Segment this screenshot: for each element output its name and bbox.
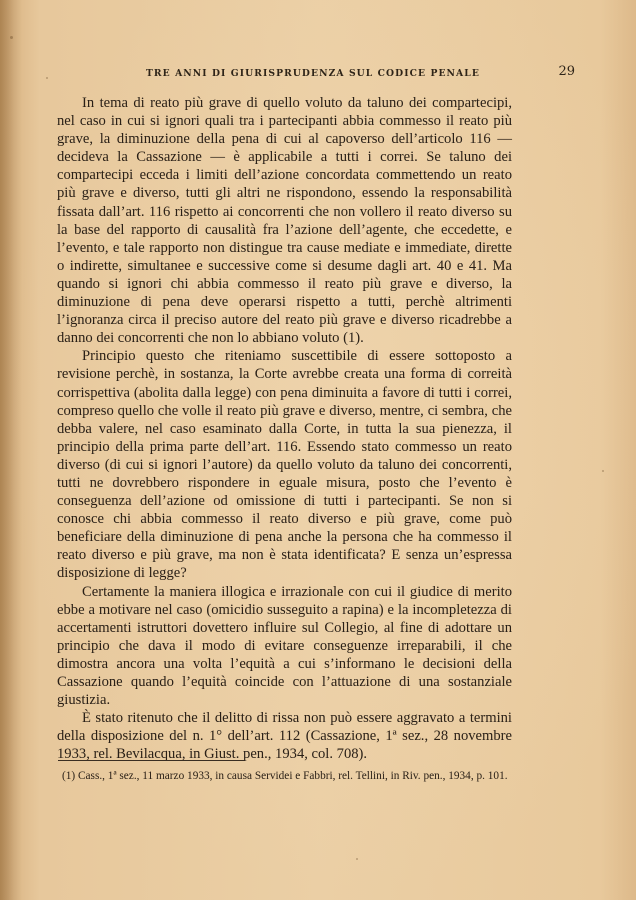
paper-spot [46,77,48,79]
paragraph-2: Principio questo che riteniamo suscettibile di essere sottoposto a revisione perchè, in sostanza, la Corte avrebbe creata una forma di correità corrispettiva (abolita dalla legge) con pena diminuita a favore di tutti i correi, compreso quello che volle il reato più grave e diverso, mentre, ci sembra, che debba valere, nel caso esaminato dalla Corte, in tutta la sua pienezza, il principio della prima parte dell’art. 116. Essendo stato commesso un reato diverso (di cui si ignori l’autore) da quello voluto da taluno dei concorrenti, tutti ne dovrebbero rispondere in eguale misura, posto che l’evento è conseguenza dell’azione od omissione di tutti i partecipanti. Se non si conosce chi abbia commesso il reato diverso e più grave, come può beneficiare della diminuzione di pena anche la persona che ha commesso il reato diverso e più grave, ma non è stata identificata? E senza un’espressa disposizione di legge? [57,348,512,582]
footnote: (1) Cass., 1ª sez., 11 marzo 1933, in causa Servidei e Fabbri, rel. Tellini, in Riv. pen., 1934, p. 101. [62,770,508,782]
paper-spot [10,36,13,39]
footnote-divider [58,760,244,761]
paragraph-1: In tema di reato più grave di quello voluto da taluno dei compartecipi, nel caso in cui si ignori quali tra i partecipanti abbia commesso il reato più grave, la diminuzione della pena di cui al capoverso dell’articolo 116 — decideva la Cassazione — è applicabile a tutti i correi. Se taluno dei compartecipi ecceda i limiti dell’azione concordata commettendo un reato più grave e diverso, tutti gli altri ne rispondono, essendo la responsabilità fissata dall’art. 116 rispetto ai concorrenti che non vollero il reato diverso su la base del rapporto di causalità fra l’azione dell’agente, che eccedette, e l’evento, e tale rapporto non distingue tra cause mediate e immediate, dirette o indirette, simultanee e successive come si desume dagli art. 40 e 41. Ma quando si ignori chi abbia commesso il reato più grave e diverso, la diminuzione di pena deve operarsi rispetto a tutti, perchè altrimenti l’ignoranza circa il preciso autore del reato più grave e diverso ricadrebbe a danno dei concorrenti che non lo abbiano voluto (1). [57,95,512,347]
paragraph-4: È stato ritenuto che il delitto di rissa non può essere aggravato a termini della disposizione del n. 1° dell’art. 112 (Cassazione, 1ª sez., 28 novembre 1933, rel. Bevilacqua, in Giust. pen., 1934, col. 708). [57,710,512,763]
page-header [60,66,575,82]
running-head: TRE ANNI DI GIURISPRUDENZA SUL CODICE PENALE [146,68,480,79]
page-number: 29 [558,64,575,79]
paragraph-3: Certamente la maniera illogica e irrazionale con cui il giudice di merito ebbe a motivare nel caso (omicidio susseguito a rapina) e la incompletezza di accertamenti istruttori dovettero influire sul Collegio, al fine di adottare un principio che dava il modo di evitare conseguenze irreparabili, il che dimostra ancora una volta l’equità a cui s’informano le decisioni della Cassazione quando l’equità coincide con l’attuazione di una sostanziale giustizia. [57,583,512,709]
paper-spot [356,858,358,860]
main-text [57,94,512,763]
paper-spot [602,470,604,472]
